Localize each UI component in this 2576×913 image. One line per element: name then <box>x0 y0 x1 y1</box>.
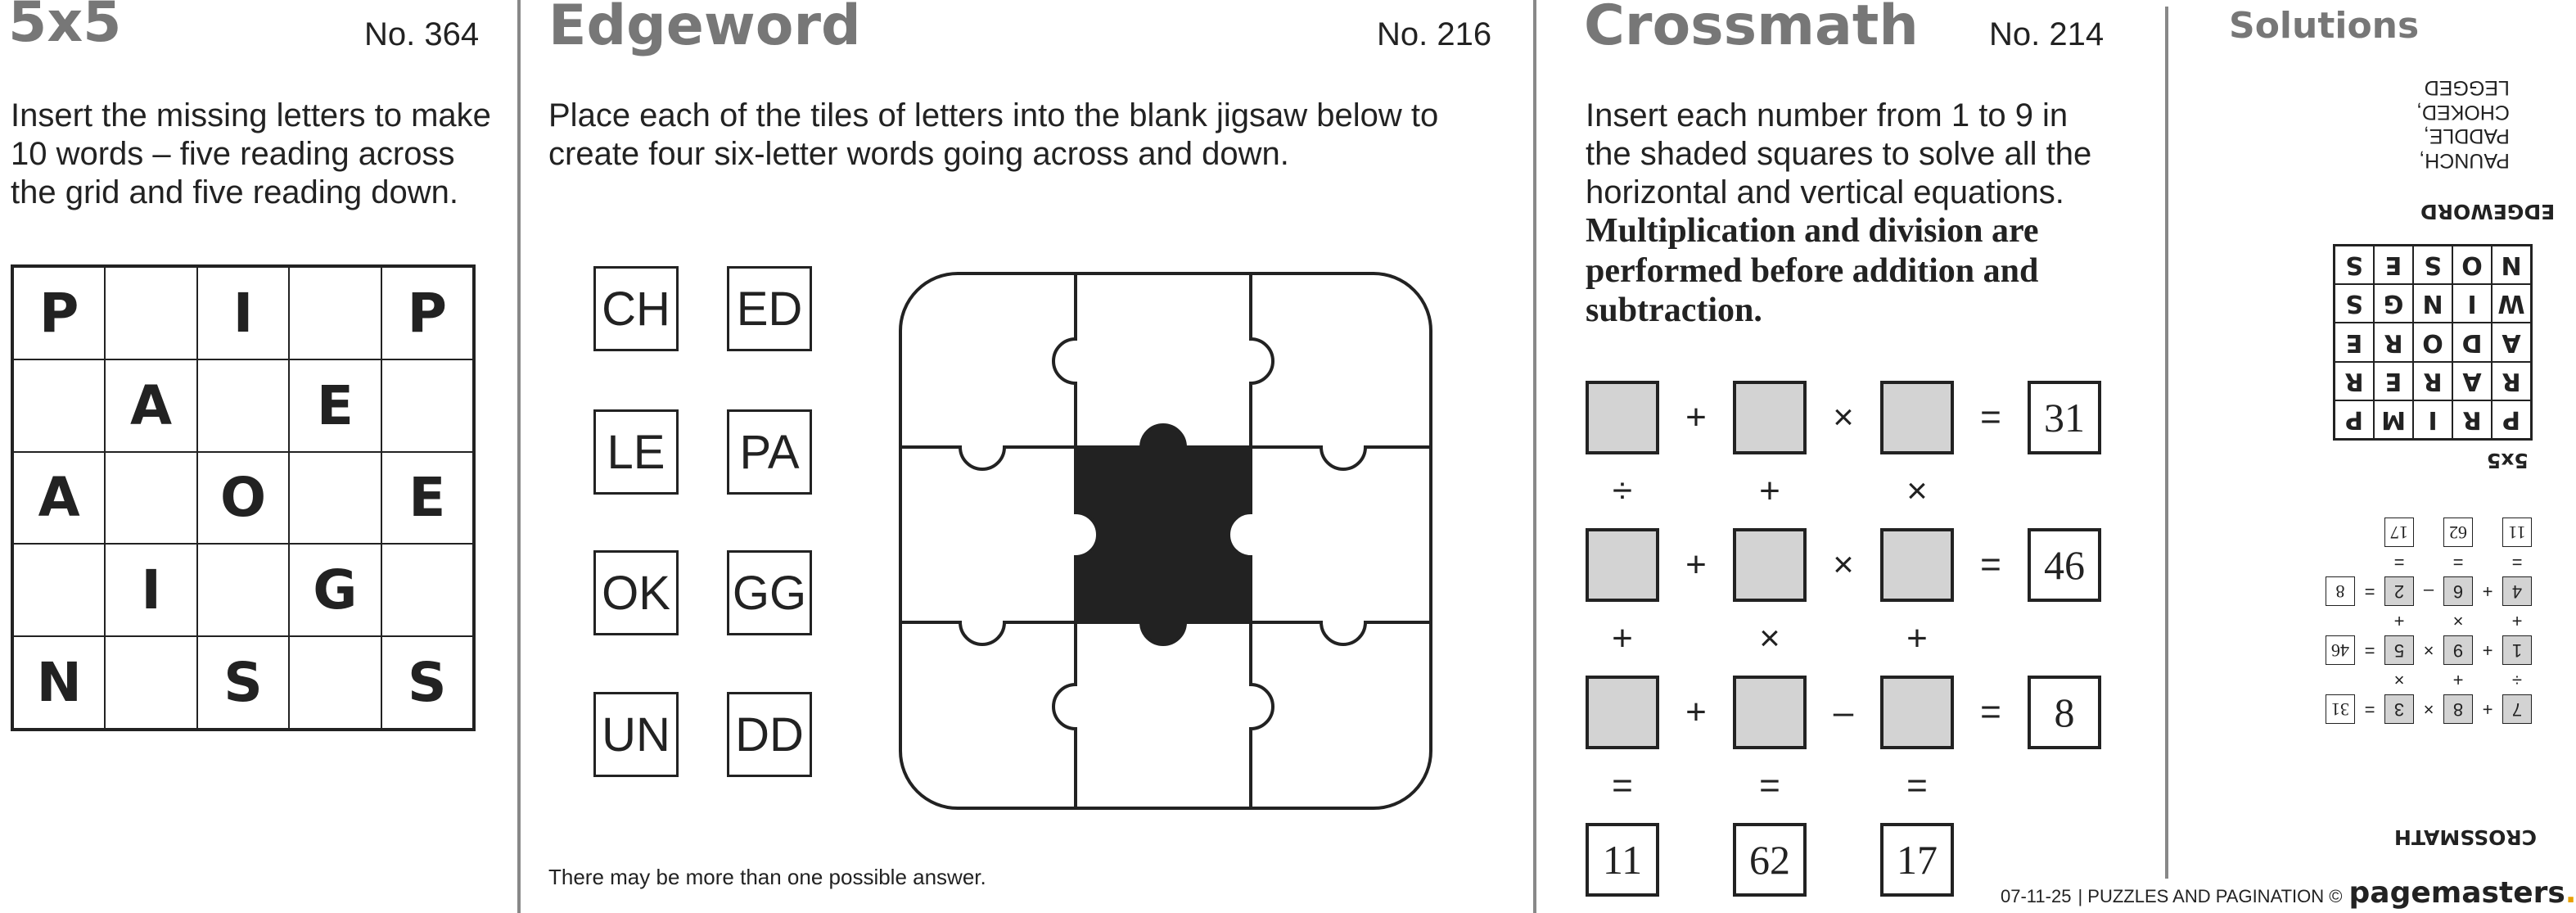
footnote: There may be more than one possible answer. <box>548 865 986 889</box>
footer-date: 07-11-25 <box>2001 886 2072 906</box>
operator: + <box>1685 397 1707 437</box>
solution-operator: = <box>2393 552 2405 572</box>
answer-cell[interactable] <box>1586 676 1659 749</box>
letter-tile[interactable]: DD <box>727 692 812 777</box>
solution-operator: = <box>2364 640 2375 661</box>
solution-cell: 8 <box>2443 694 2473 724</box>
solution-cell: S <box>2335 246 2374 284</box>
solution-result: 17 <box>2384 518 2414 547</box>
operator: + <box>1685 545 1707 585</box>
solution-operator: = <box>2364 699 2375 720</box>
solution-cell: I <box>2413 400 2452 439</box>
solution-cell: D <box>2452 323 2492 361</box>
grid-cell: I <box>197 267 289 359</box>
divider <box>517 0 521 913</box>
solution-result: 31 <box>2326 694 2355 724</box>
solution-cell: G <box>2374 284 2413 323</box>
operator: × <box>1759 618 1780 658</box>
brand-dot: . <box>2565 876 2576 910</box>
solution-operator: ÷ <box>2511 670 2523 690</box>
solution-cell: 7 <box>2502 694 2532 724</box>
grid-cell[interactable] <box>289 636 381 729</box>
solution-operator: – <box>2423 581 2434 602</box>
answer-cell[interactable] <box>1586 528 1659 602</box>
equals-sign: = <box>1759 766 1780 806</box>
operator: + <box>1906 618 1928 658</box>
solution-cell: 2 <box>2384 576 2414 606</box>
grid-cell: P <box>13 267 105 359</box>
puzzle-instructions <box>1586 97 2093 330</box>
edgeword-solution <box>2416 75 2510 172</box>
grid-cell: E <box>381 452 473 545</box>
solution-operator: × <box>2423 640 2434 661</box>
operator: + <box>1612 618 1633 658</box>
letter-tile[interactable]: UN <box>593 692 679 777</box>
answer-cell[interactable] <box>1880 381 1954 454</box>
operator: × <box>1833 545 1854 585</box>
solution-operator: + <box>2452 670 2464 690</box>
letter-tile[interactable]: GG <box>727 550 812 635</box>
solution-result: 46 <box>2326 635 2355 665</box>
operator: × <box>1833 397 1854 437</box>
footer <box>2001 876 2576 910</box>
letter-tile[interactable]: CH <box>593 266 679 351</box>
equals-sign: = <box>1980 545 2001 585</box>
solution-label: CROSSMATH <box>2394 825 2537 849</box>
solution-cell: R <box>2413 362 2452 400</box>
column-result: 62 <box>1733 823 1807 897</box>
row-result: 8 <box>2028 676 2101 749</box>
grid-cell[interactable] <box>197 544 289 636</box>
solution-label: 5x5 <box>2487 449 2529 472</box>
grid-cell: A <box>105 359 196 452</box>
letter-tile[interactable]: ED <box>727 266 812 351</box>
puzzle-instructions: Place each of the tiles of letters into the blank jigsaw below to create four six-letter words going across and down. <box>548 97 1439 172</box>
five-by-five-solution-grid <box>2333 244 2533 441</box>
instruction-text: Insert each number from 1 to 9 in the shaded squares to solve all the horizontal and vertical equations. <box>1586 97 2092 210</box>
solution-operator: × <box>2423 699 2434 720</box>
grid-cell: E <box>289 359 381 452</box>
instruction-note: Multiplication and division are performed before addition and subtraction. <box>1586 212 2039 329</box>
solution-operator: + <box>2511 611 2523 631</box>
solution-cell: R <box>2335 362 2374 400</box>
solution-label: EDGEWORD <box>2420 200 2556 224</box>
solution-operator: = <box>2452 552 2464 572</box>
operator: × <box>1906 471 1928 511</box>
operator: + <box>1685 692 1707 732</box>
column-result: 11 <box>1586 823 1659 897</box>
grid-cell[interactable] <box>105 267 196 359</box>
solution-cell: 9 <box>2443 635 2473 665</box>
letter-grid <box>11 264 476 731</box>
letter-tile[interactable]: LE <box>593 409 679 495</box>
solution-cell: N <box>2413 284 2452 323</box>
solution-cell: 3 <box>2384 694 2414 724</box>
solution-result: 62 <box>2443 518 2473 547</box>
column-result: 17 <box>1880 823 1954 897</box>
grid-cell: N <box>13 636 105 729</box>
grid-cell[interactable] <box>381 359 473 452</box>
solution-result: 8 <box>2326 576 2355 606</box>
solution-cell: 4 <box>2502 576 2532 606</box>
solution-cell: E <box>2374 246 2413 284</box>
grid-cell: S <box>197 636 289 729</box>
divider <box>1533 0 1536 913</box>
grid-cell: A <box>13 452 105 545</box>
grid-cell[interactable] <box>289 267 381 359</box>
solution-cell: 6 <box>2443 576 2473 606</box>
operator: + <box>1759 471 1780 511</box>
solution-cell: I <box>2452 284 2492 323</box>
solution-cell: R <box>2492 362 2531 400</box>
solution-operator: + <box>2482 640 2493 661</box>
divider <box>2165 7 2168 879</box>
puzzle-title: Crossmath <box>1584 0 1919 58</box>
grid-cell: P <box>381 267 473 359</box>
grid-cell[interactable] <box>105 636 196 729</box>
answer-cell[interactable] <box>1733 528 1807 602</box>
answer-cell[interactable] <box>1880 676 1954 749</box>
grid-cell: O <box>197 452 289 545</box>
solution-cell: E <box>2374 362 2413 400</box>
grid-cell[interactable] <box>381 544 473 636</box>
answer-cell[interactable] <box>1586 381 1659 454</box>
solution-cell: O <box>2413 323 2452 361</box>
jigsaw-board <box>896 270 1437 815</box>
solution-word: PAUNCH, <box>2419 149 2510 172</box>
solution-cell: A <box>2452 362 2492 400</box>
solution-cell: N <box>2492 246 2531 284</box>
equals-sign: = <box>1612 766 1633 806</box>
solution-word: PADDLE, <box>2423 124 2510 148</box>
row-result: 31 <box>2028 381 2101 454</box>
puzzle-title: Edgeword <box>548 0 861 58</box>
grid-cell: G <box>289 544 381 636</box>
solution-cell: 1 <box>2502 635 2532 665</box>
grid-cell[interactable] <box>13 544 105 636</box>
row-result: 46 <box>2028 528 2101 602</box>
grid-cell[interactable] <box>289 452 381 545</box>
solution-operator: = <box>2364 581 2375 602</box>
crossmath-solution-grid <box>2237 518 2532 724</box>
answer-cell[interactable] <box>1733 381 1807 454</box>
equals-sign: = <box>1906 766 1928 806</box>
solution-cell: S <box>2413 246 2452 284</box>
grid-cell[interactable] <box>197 359 289 452</box>
equals-sign: = <box>1980 692 2001 732</box>
grid-cell: S <box>381 636 473 729</box>
letter-tile[interactable]: OK <box>593 550 679 635</box>
operator: – <box>1833 692 1854 732</box>
solution-cell: M <box>2374 400 2413 439</box>
grid-cell[interactable] <box>13 359 105 452</box>
solution-cell: W <box>2492 284 2531 323</box>
brand-logo <box>2349 876 2576 910</box>
puzzle-number: No. 214 <box>1989 16 2105 52</box>
grid-cell[interactable] <box>105 452 196 545</box>
solution-result: 11 <box>2502 518 2532 547</box>
brand-name: pagemasters <box>2348 876 2565 910</box>
solution-operator: + <box>2393 611 2405 631</box>
letter-tile[interactable]: PA <box>727 409 812 495</box>
solution-word: LEGGED <box>2424 76 2510 100</box>
grid-cell: I <box>105 544 196 636</box>
solution-operator: + <box>2482 581 2493 602</box>
solution-operator: × <box>2393 670 2405 690</box>
solution-cell: R <box>2374 323 2413 361</box>
footer-credit: | PUZZLES AND PAGINATION © <box>2077 886 2343 906</box>
puzzle-title: 5x5 <box>8 0 122 55</box>
puzzle-number: No. 216 <box>1377 16 1492 52</box>
solution-cell: P <box>2335 400 2374 439</box>
solution-cell: 5 <box>2384 635 2414 665</box>
puzzle-number: No. 364 <box>364 16 480 52</box>
solution-cell: S <box>2335 284 2374 323</box>
solutions-title: Solutions <box>2229 5 2420 47</box>
solution-operator: + <box>2482 699 2493 720</box>
solution-cell: A <box>2492 323 2531 361</box>
puzzle-instructions: Insert the missing letters to make 10 words – five reading across the grid and five reading down. <box>11 97 491 210</box>
solution-cell: P <box>2492 400 2531 439</box>
operator: ÷ <box>1612 471 1633 511</box>
answer-cell[interactable] <box>1733 676 1807 749</box>
equals-sign: = <box>1980 397 2001 437</box>
solution-operator: = <box>2511 552 2523 572</box>
solution-cell: O <box>2452 246 2492 284</box>
solution-word: CHOKED, <box>2416 101 2510 124</box>
solution-cell: E <box>2335 323 2374 361</box>
solution-operator: × <box>2452 611 2464 631</box>
answer-cell[interactable] <box>1880 528 1954 602</box>
solution-cell: R <box>2452 400 2492 439</box>
